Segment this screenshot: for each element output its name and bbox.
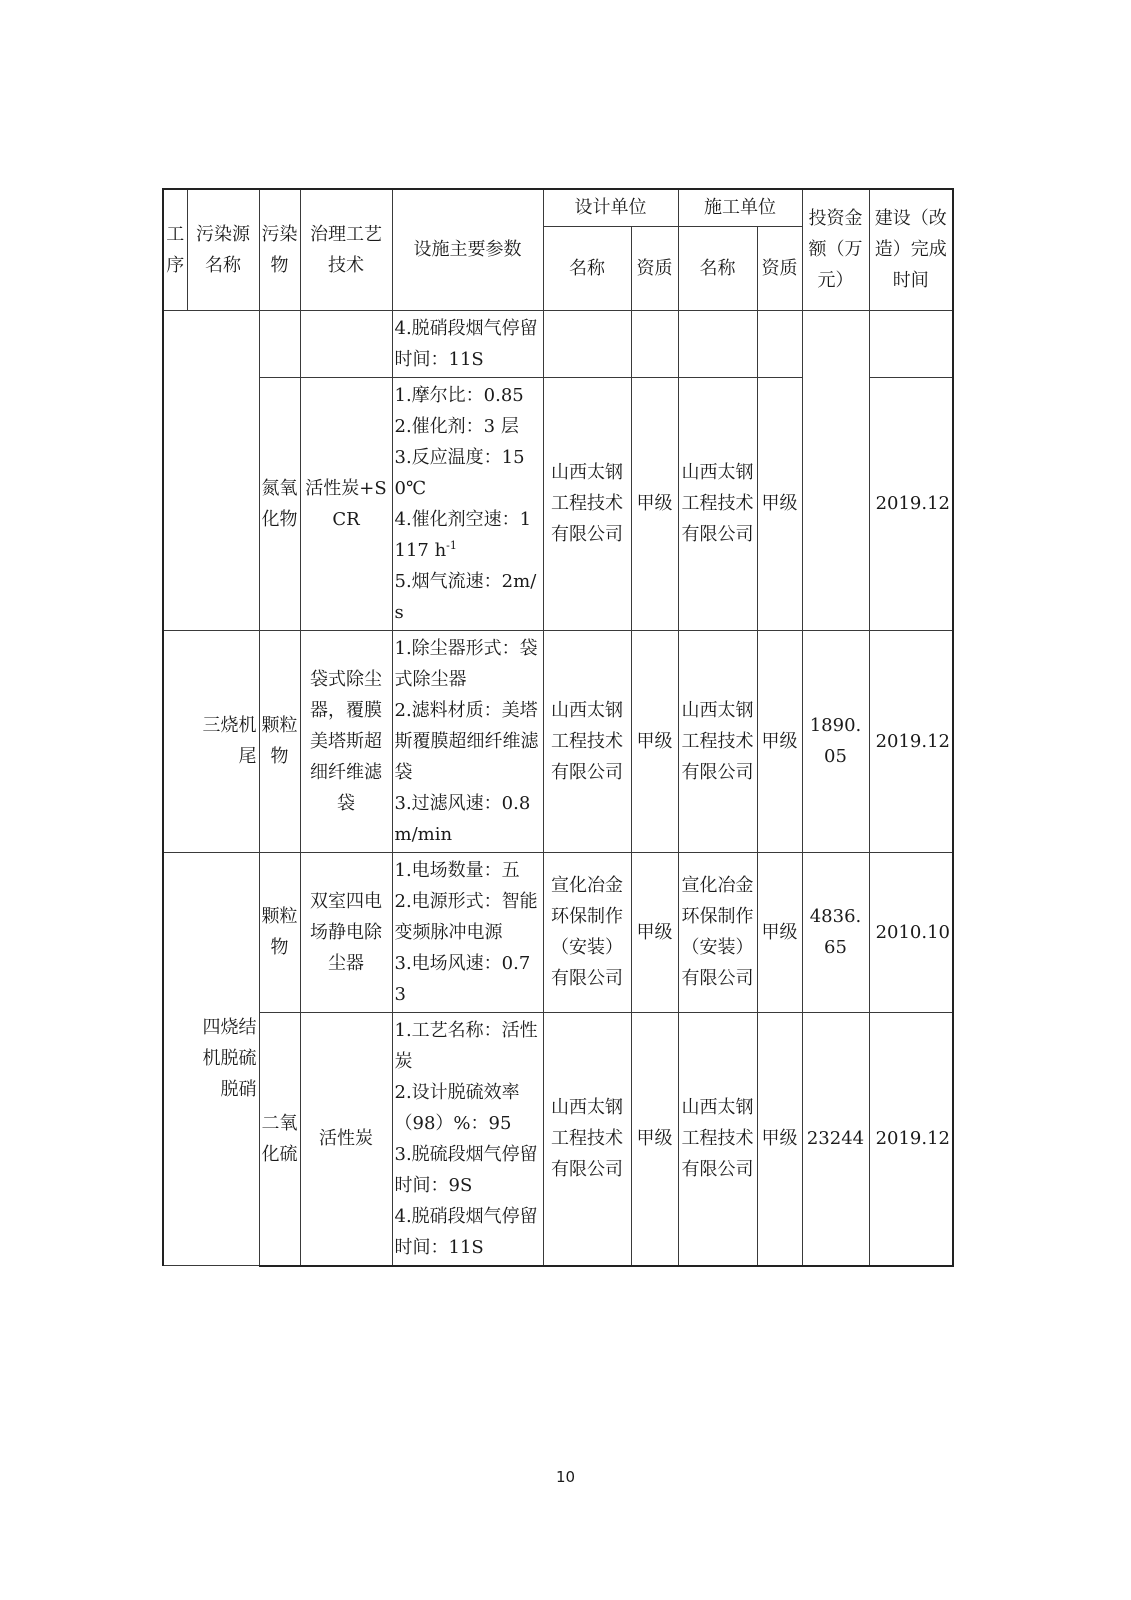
table-row (163, 310, 953, 377)
header-completion: 建设（改造）完成时间 (869, 189, 953, 310)
design-name-cell: 宣化冶金环保制作（安装）有限公司 (543, 852, 631, 1012)
header-pollutant: 污染物 (259, 189, 300, 310)
investment-cell: 1890.05 (802, 630, 869, 852)
investment-cell (802, 310, 869, 630)
pollutant-cell: 氮氧化物 (259, 377, 300, 630)
params-cell: 1.工艺名称：活性炭 2.设计脱硫效率（98）%：95 3.脱硫段烟气停留时间：9S 4.脱硝段烟气停留时间：11S (392, 1012, 543, 1266)
investment-cell: 4836.65 (802, 852, 869, 1012)
build-qual-cell: 甲级 (757, 852, 802, 1012)
header-technology: 治理工艺技术 (300, 189, 392, 310)
build-name-cell: 宣化冶金环保制作（安装）有限公司 (678, 852, 757, 1012)
design-name-cell: 山西太钢工程技术有限公司 (543, 1012, 631, 1266)
build-qual-cell: 甲级 (757, 1012, 802, 1266)
table-row (163, 630, 953, 852)
design-name-cell: 山西太钢工程技术有限公司 (543, 377, 631, 630)
header-design-name: 名称 (543, 226, 631, 310)
completion-cell: 2010.10 (869, 852, 953, 1012)
technology-cell: 双室四电场静电除尘器 (300, 852, 392, 1012)
header-source: 污染源 名称 (187, 189, 259, 310)
technology-cell: 活性炭+SCR (300, 377, 392, 630)
params-cell: 1.摩尔比：0.85 2.催化剂：3 层 3.反应温度：150℃ 4.催化剂空速：1117 $h^{-1}$ 5.烟气流速：2m/s (392, 377, 543, 630)
source-cell: 三烧机尾 (187, 630, 259, 852)
header-build-name: 名称 (678, 226, 757, 310)
build-name-cell: 山西太钢工程技术有限公司 (678, 630, 757, 852)
completion-cell: 2019.12 (869, 630, 953, 852)
completion-cell: 2019.12 (869, 377, 953, 630)
header-construction-unit: 施工单位 (678, 189, 802, 226)
table-row (163, 1012, 953, 1266)
page-number: 10 (555, 1468, 576, 1486)
source-cell: 四烧结机脱硫脱硝 (187, 852, 259, 1266)
technology-cell: 袋式除尘器，覆膜美塔斯超细纤维滤袋 (300, 630, 392, 852)
pollutant-cell: 颗粒物 (259, 630, 300, 852)
design-qual-cell: 甲级 (631, 852, 678, 1012)
completion-cell: 2019.12 (869, 1012, 953, 1266)
table-row (163, 852, 953, 1012)
header-process: 工 序 (163, 189, 187, 310)
params-cell: 1.除尘器形式：袋式除尘器 2.滤料材质：美塔斯覆膜超细纤维滤袋 3.过滤风速：0.8m/min (392, 630, 543, 852)
technology-cell: 活性炭 (300, 1012, 392, 1266)
params-cell: 1.电场数量：五 2.电源形式：智能变频脉冲电源 3.电场风速：0.73 (392, 852, 543, 1012)
build-qual-cell: 甲级 (757, 630, 802, 852)
build-name-cell: 山西太钢工程技术有限公司 (678, 377, 757, 630)
investment-cell: 23244 (802, 1012, 869, 1266)
header-investment: 投资金额（万元） (802, 189, 869, 310)
design-qual-cell: 甲级 (631, 377, 678, 630)
design-qual-cell: 甲级 (631, 630, 678, 852)
header-design-qual: 资质 (631, 226, 678, 310)
build-qual-cell: 甲级 (757, 377, 802, 630)
params-cell: 4.脱硝段烟气停留时间：11S (392, 310, 543, 377)
design-name-cell: 山西太钢工程技术有限公司 (543, 630, 631, 852)
pollutant-cell: 二氧化硫 (259, 1012, 300, 1266)
pollutant-cell: 颗粒物 (259, 852, 300, 1012)
build-name-cell: 山西太钢工程技术有限公司 (678, 1012, 757, 1266)
header-design-unit: 设计单位 (543, 189, 678, 226)
design-qual-cell: 甲级 (631, 1012, 678, 1266)
pollution-facility-table (162, 188, 954, 1267)
header-params: 设施主要参数 (392, 189, 543, 310)
header-build-qual: 资质 (757, 226, 802, 310)
